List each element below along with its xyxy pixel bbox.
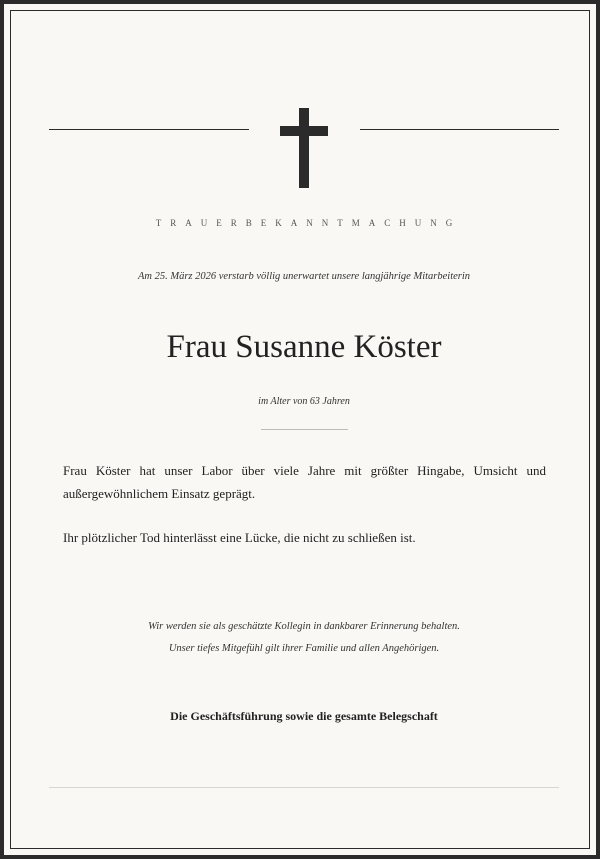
signature: Die Geschäftsführung sowie die gesamte Belegschaft [170,709,438,723]
closing-line-1: Wir werden sie als geschätzte Kollegin in dankbarer Erinnerung behalten. [148,621,460,632]
top-left-rule [49,129,249,130]
top-right-rule [360,129,559,130]
notice-heading: TRAUERBEKANNTMACHUNG [155,218,462,228]
age-line: im Alter von 63 Jahren [258,396,350,407]
closing-line-2: Unser tiefes Mitgefühl gilt ihrer Familie und allen Angehörigen. [168,643,440,654]
divider [261,429,348,430]
paragraph-loss: Ihr plötzlicher Tod hinterlässt eine Lücke, die nicht zu schließen ist. [63,530,416,545]
bottom-rule [49,787,559,788]
deceased-name: Frau Susanne Köster [166,329,442,365]
cross-icon [280,108,328,188]
paragraph-tribute: Frau Köster hat unser Labor über viele Jahre mit größter Hingabe, Umsicht und außergewöhnlichem Einsatz geprägt. [63,463,546,501]
intro-line: Am 25. März 2026 verstarb völlig unerwartet unsere langjährige Mitarbeiterin [137,271,471,282]
